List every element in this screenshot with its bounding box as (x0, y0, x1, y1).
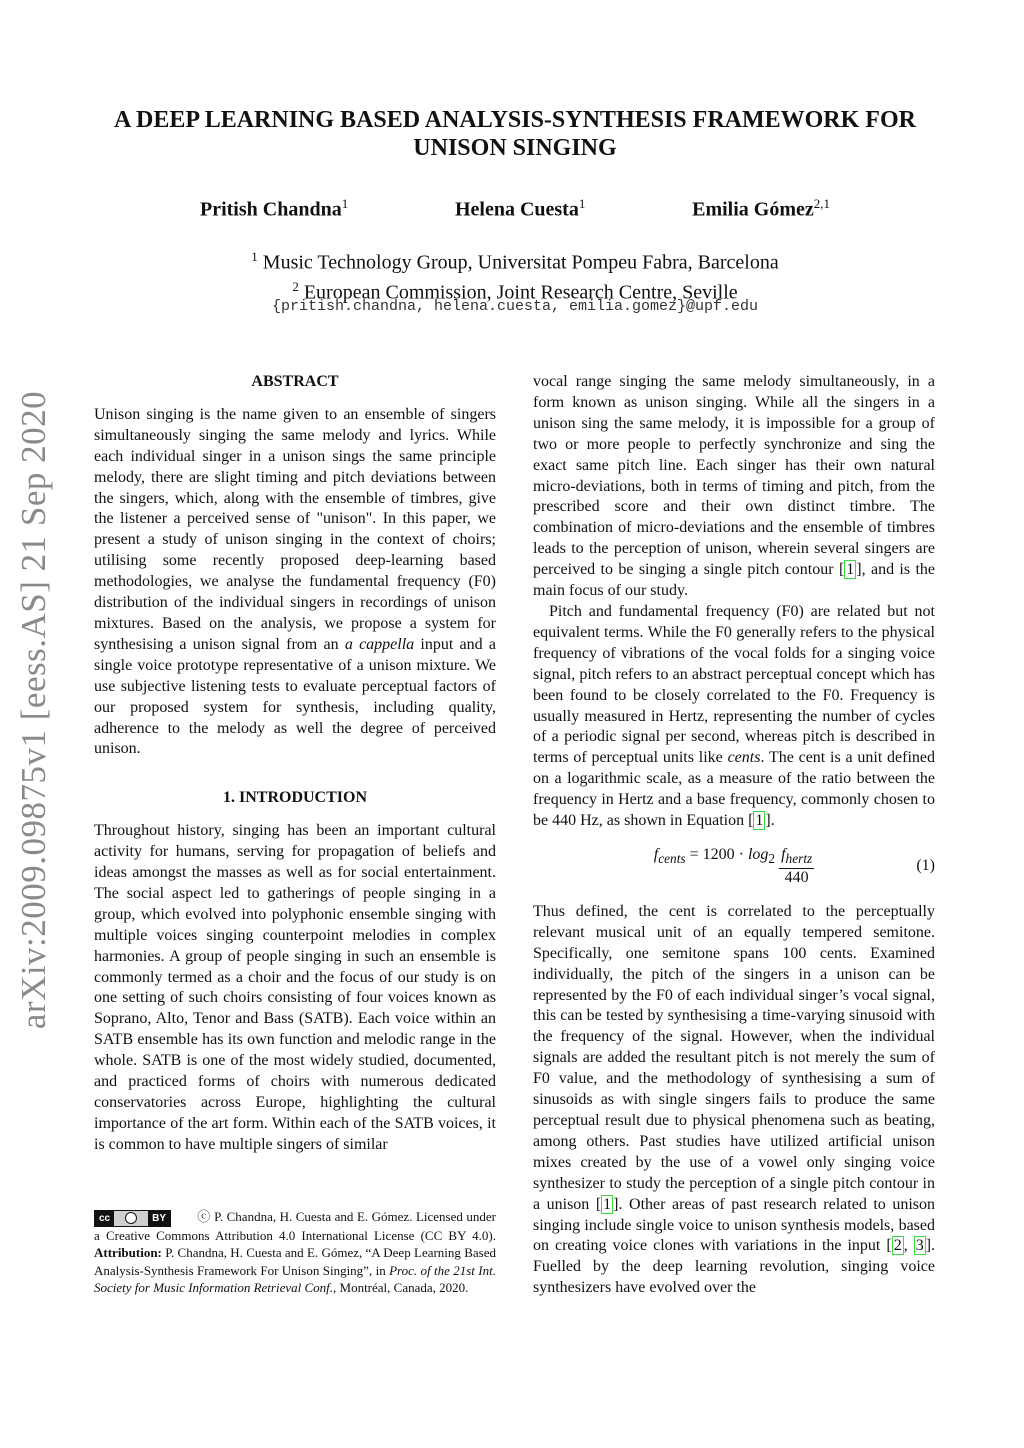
paper-title: A DEEP LEARNING BASED ANALYSIS-SYNTHESIS FRAMEWORK FOR UNISON SINGING (114, 107, 916, 161)
equation (533, 838, 935, 894)
cc-by-badge-icon: cc BY (94, 1210, 171, 1227)
arxiv-stamp-text: arXiv:2009.09875v1 [eess.AS] 21 Sep 2020 (14, 390, 53, 1030)
intro-paragraph: Pitch and fundamental frequency (F0) are related but not equivalent terms. While the F0 generally refers to the physical frequency of vibrations of the vocal folds for a singing voice signal, pitch refers to an abstract perceptual concept which has been found to be closely correlated to the F0. Frequency is usually measured in Hertz, representing the number of cycles of a periodic signal per second, whereas pitch is described in terms of perceptual units like cents. The cent is a unit defined on a logarithmic scale, as a measure of the ratio between the frequency in Hertz and a base frequency, commonly chosen to be 440 Hz, as shown in Equation [ 1 ]. (533, 602, 936, 830)
author: Emilia Gómez$^{2,1}$ (692, 196, 830, 221)
right-column (533, 372, 935, 1299)
citation-link[interactable]: 1 (846, 561, 855, 579)
author-list (200, 196, 830, 222)
left-column (94, 372, 496, 1156)
author-emails: {pritish.chandna, helena.cuesta, emilia.gomez}@upf.edu (271, 298, 759, 315)
equation-link[interactable]: 1 (755, 812, 764, 830)
introduction-heading: 1. INTRODUCTION (222, 789, 367, 807)
citation-link[interactable]: 3 (915, 1237, 924, 1255)
citation-group: [ 2 , 3 ] (886, 1237, 932, 1255)
abstract-heading: ABSTRACT (251, 373, 339, 390)
equation-number: (1) (916, 856, 935, 874)
author: Pritish Chandna$^1$ (200, 196, 349, 221)
affiliation: $^1$ Music Technology Group, Universitat Pompeu Fabra, Barcelona (251, 249, 779, 274)
intro-paragraph: Thus defined, the cent is correlated to the perceptually relevant musical unit of an equally tempered semitone. Specifically, one semitone spans 100 cents. Examined individually, the pitch of the singers in a unison can be represented by the F0 of each individual singer’s vocal signal, this can be tested by synthesising a time-varying sinusoid with the frequency of the signal. However, when the individual signals are added the resultant pitch is not merely the sum of F0 value, and the methodology of synthesising a sum of sinusoids as with single singers fails to produce the same perceptual result due to physical phenomena such as beating, among others. Past studies have utilized artificial unison mixes created by the use of a vowel only singing voice synthesizer to study the perception of a single pitch contour in a unison [ 1 ]. Other areas of past research related to unison singing include single voice to unison synthesis models, based on creating voice clones with variations in the input [ 2 , 3 ]. Fuelled by the deep learning revolution, singing voice synthesizers have evolved over the (533, 902, 936, 1297)
affiliations (150, 245, 880, 304)
equation-body: $f_{cents} = 1200 \cdot \log_2$ $\frac{f_{hertz}}{440}$ (653, 845, 813, 887)
license-footnote: cc BY ⓒ P. Chandna, H. Cuesta and E. Gómez. Licensed under a Creative Commons Attribution 4.0 International License (CC BY 4.0). Attribution: P. Chandna, H. Cuesta and E. Gómez, “A Deep Learning Based Analysis-Synthesis Framework For Unison Singing”, in Proc. of the 21st Int. Society for Music Information Retrieval Conf., Montréal, Canada, 2020. (94, 1209, 496, 1296)
intro-paragraph-continued: vocal range singing the same melody simultaneously, in a form known as unison singing. While all the singers in a unison sing the same melody, it is impossible for a group of two or more people to perfectly synchronize and sing the exact same pitch line. Each singer has their own natural micro-deviations, both in terms of timing and pitch, from the prescribed score and their own distinct timbre. The combination of micro-deviations and the ensemble of timbres leads to the perception of unison, wherein several singers are perceived to be singing a single pitch contour [ 1 ], and is the main focus of our study. (533, 373, 936, 600)
arxiv-stamp (4, 360, 64, 1060)
intro-paragraph: Throughout history, singing has been an important cultural activity for humans, serving for propagation of beliefs and ideas amongst the masses as well as for social entertainment. The social aspect led to gatherings of people singing in a group, which evolved into polyphonic ensemble singing with multiple voices singing counterpoint melodies in complex harmonies. A group of people singing in such an ensemble is commonly termed as a choir and the focus of our study is on one setting of such choirs consisting of four voices known as Soprano, Alto, Tenor and Bass (SATB). Each voice within an SATB ensemble has its own function and melodic range in the whole. SATB is one of the most widely studied, documented, and practiced forms of choirs with numerous dedicated conservatories across Europe, highlighting the cultural importance of the art form. Within each of the SATB voices, it is common to have multiple singers of similar (94, 822, 496, 1153)
abstract-text: Unison singing is the name given to an ensemble of singers simultaneously singing the same melody and lyrics. While each individual singer in a unison sings the same principle melody, there are slight timing and pitch deviations between the singers, which, along with the ensemble of timbres, give the listener a perceived sense of "unison". In this paper, we present a study of unison singing in the context of choirs; utilising some recently proposed deep-learning based methodologies, we analyse the fundamental frequency (F0) distribution of the individual singers in recordings of unison mixtures. Based on the analysis, we propose a system for synthesising a unison signal from an a cappella input and a single voice prototype representative of a unison mixture. We use subjective listening tests to evaluate perceptual factors of our proposed system for synthesis, including quality, adherence to the melody as well the degree of perceived unison. (94, 405, 496, 758)
equation-fraction: $\frac{f_{hertz}}{440}$ (781, 845, 813, 887)
author: Helena Cuesta$^1$ (454, 196, 586, 221)
citation-link[interactable]: 2 (893, 1237, 902, 1255)
citation-link[interactable]: 1 (603, 1195, 612, 1213)
affiliation: $^2$ European Commission, Joint Research Centre, Seville (292, 278, 738, 304)
